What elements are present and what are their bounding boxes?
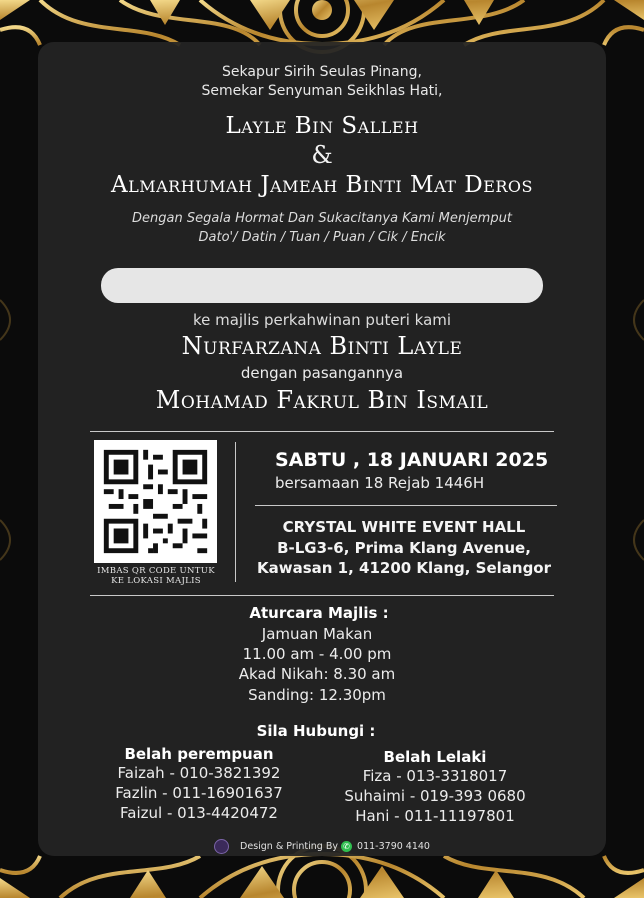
bride-side-contacts <box>100 745 298 823</box>
location-qr-code[interactable] <box>94 440 217 563</box>
contact-person: Fazlin - 011-16901637 <box>115 784 283 802</box>
programme-item: 11.00 am - 4.00 pm <box>242 645 392 663</box>
couple-intro: ke majlis perkahwinan puteri kami <box>192 311 452 329</box>
contact-person: Faizah - 010-3821392 <box>117 764 281 782</box>
mother-name: Almarhumah Jameah Binti Mat Deros <box>111 172 533 198</box>
qr-code-image <box>94 440 217 563</box>
footer-label: Design & Printing By <box>240 841 338 852</box>
programme-item: Jamuan Makan <box>261 625 373 643</box>
divider-middle <box>255 505 557 506</box>
invitation-line-1: Dengan Segala Hormat Dan Sukacitanya Kami Menjemput <box>132 211 512 226</box>
invitation-line-2: Dato'/ Datin / Tuan / Puan / Cik / Encik <box>198 230 446 245</box>
footer-phone: 011-3790 4140 <box>357 841 430 852</box>
qr-caption-line-2: KE LOKASI MAJLIS <box>111 576 201 586</box>
greeting-line-1: Sekapur Sirih Seulas Pinang, <box>222 64 422 80</box>
qr-caption-line-1: IMBAS QR CODE UNTUK <box>97 566 215 576</box>
footer-credit <box>0 839 644 854</box>
contact-person: Hani - 011-11197801 <box>355 807 515 825</box>
contact-person: Suhaimi - 019-393 0680 <box>344 787 526 805</box>
event-hijri-date: bersamaan 18 Rejab 1446H <box>275 474 485 492</box>
whatsapp-icon: ✆ <box>341 841 352 852</box>
venue-address-2: Kawasan 1, 41200 Klang, Selangor <box>256 559 552 577</box>
greeting-line-2: Semekar Senyuman Seikhlas Hati, <box>201 83 443 99</box>
venue-address-1: B-LG3-6, Prima Klang Avenue, <box>277 539 531 557</box>
father-name: Layle Bin Salleh <box>225 113 419 139</box>
groom-side-heading: Belah Lelaki <box>383 748 487 766</box>
qr-caption <box>86 566 226 586</box>
divider-bottom <box>90 595 554 596</box>
contact-person: Faizul - 013-4420472 <box>120 804 278 822</box>
divider-top <box>90 431 554 432</box>
bride-name: Nurfarzana Binti Layle <box>181 332 463 360</box>
programme-item: Sanding: 12.30pm <box>248 686 386 704</box>
couple-connector: dengan pasangannya <box>240 364 404 382</box>
groom-name: Mohamad Fakrul Bin Ismail <box>155 386 489 414</box>
bride-side-heading: Belah perempuan <box>124 745 274 763</box>
programme-title: Aturcara Majlis : <box>249 604 389 622</box>
contacts-title: Sila Hubungi : <box>256 722 376 740</box>
ampersand: & <box>311 141 333 169</box>
groom-side-contacts <box>330 748 540 826</box>
designer-logo-icon <box>214 839 229 854</box>
guest-name-field[interactable] <box>101 268 543 303</box>
contact-person: Fiza - 013-3318017 <box>362 767 508 785</box>
event-date: SABTU , 18 JANUARI 2025 <box>275 449 549 471</box>
programme-item: Akad Nikah: 8.30 am <box>238 665 396 683</box>
venue-name: CRYSTAL WHITE EVENT HALL <box>282 518 526 536</box>
